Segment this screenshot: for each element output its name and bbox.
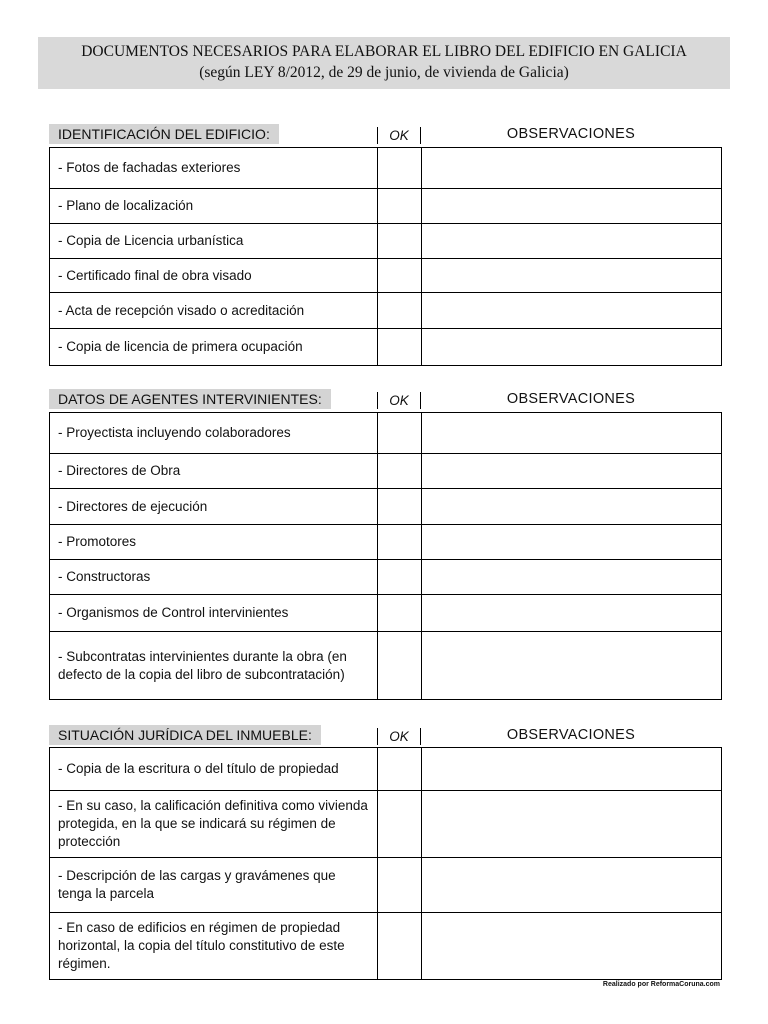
ok-checkbox-cell[interactable] [378,259,422,293]
table-row [50,413,722,454]
item-label: - En caso de edificios en régimen de propiedad horizontal, la copia del título constitutivo de este régimen. [50,913,378,980]
table-row [50,525,722,560]
observations-cell[interactable] [422,560,722,595]
item-label: - Copia de la escritura o del título de propiedad [50,748,378,791]
checklist-table [49,412,722,700]
observations-cell[interactable] [422,454,722,489]
ok-column-header: OK [377,127,421,144]
observations-cell[interactable] [422,791,722,858]
ok-checkbox-cell[interactable] [378,632,422,700]
section-header [49,389,721,409]
table-row [50,148,722,189]
section-header [49,124,721,144]
item-label: - Organismos de Control intervinientes [50,595,378,632]
ok-checkbox-cell[interactable] [378,329,422,366]
observations-column-header: OBSERVACIONES [506,391,636,407]
observations-cell[interactable] [422,489,722,525]
item-label: - Copia de Licencia urbanística [50,224,378,259]
item-label: - Certificado final de obra visado [50,259,378,293]
table-row [50,748,722,791]
ok-checkbox-cell[interactable] [378,189,422,224]
observations-cell[interactable] [422,858,722,913]
section-identificacion [49,124,721,366]
table-row [50,858,722,913]
ok-checkbox-cell[interactable] [378,293,422,329]
checklist-table [49,147,722,366]
table-row [50,791,722,858]
observations-column-header: OBSERVACIONES [506,727,636,743]
ok-checkbox-cell[interactable] [378,560,422,595]
item-label: - En su caso, la calificación definitiva como vivienda protegida, en la que se indicará su régimen de protección [50,791,378,858]
table-row [50,560,722,595]
table-row [50,454,722,489]
item-label: - Constructoras [50,560,378,595]
item-label: - Proyectista incluyendo colaboradores [50,413,378,454]
observations-cell[interactable] [422,189,722,224]
document-title-box [38,37,730,89]
observations-column-header: OBSERVACIONES [506,126,636,142]
item-label: - Directores de ejecución [50,489,378,525]
table-row [50,632,722,700]
observations-cell[interactable] [422,148,722,189]
document-subtitle: (según LEY 8/2012, de 29 de junio, de vivienda de Galicia) [199,64,569,81]
observations-cell[interactable] [422,748,722,791]
observations-cell[interactable] [422,525,722,560]
item-label: - Descripción de las cargas y gravámenes que tenga la parcela [50,858,378,913]
observations-cell[interactable] [422,293,722,329]
ok-checkbox-cell[interactable] [378,791,422,858]
table-row [50,913,722,980]
section-title: DATOS DE AGENTES INTERVINIENTES: [49,389,331,409]
item-label: - Acta de recepción visado o acreditación [50,293,378,329]
section-title: SITUACIÓN JURÍDICA DEL INMUEBLE: [49,725,321,745]
observations-cell[interactable] [422,413,722,454]
observations-cell[interactable] [422,224,722,259]
checklist-table [49,747,722,980]
ok-checkbox-cell[interactable] [378,595,422,632]
ok-checkbox-cell[interactable] [378,224,422,259]
observations-cell[interactable] [422,259,722,293]
ok-checkbox-cell[interactable] [378,489,422,525]
ok-checkbox-cell[interactable] [378,748,422,791]
table-row [50,224,722,259]
section-agentes [49,389,721,700]
table-row [50,329,722,366]
observations-cell[interactable] [422,632,722,700]
table-row [50,189,722,224]
document-title: DOCUMENTOS NECESARIOS PARA ELABORAR EL LIBRO DEL EDIFICIO EN GALICIA [81,43,687,60]
item-label: - Subcontratas intervinientes durante la obra (en defecto de la copia del libro de subcontratación) [50,632,378,700]
table-row [50,259,722,293]
table-row [50,293,722,329]
observations-cell[interactable] [422,913,722,980]
observations-cell[interactable] [422,595,722,632]
item-label: - Fotos de fachadas exteriores [50,148,378,189]
item-label: - Plano de localización [50,189,378,224]
item-label: - Directores de Obra [50,454,378,489]
observations-cell[interactable] [422,329,722,366]
ok-checkbox-cell[interactable] [378,454,422,489]
ok-checkbox-cell[interactable] [378,525,422,560]
section-situacion-juridica [49,725,721,980]
table-row [50,489,722,525]
section-title: IDENTIFICACIÓN DEL EDIFICIO: [49,124,279,144]
section-header [49,725,721,745]
ok-checkbox-cell[interactable] [378,148,422,189]
footer-credit: Realizado por ReformaCoruna.com [602,981,720,988]
item-label: - Promotores [50,525,378,560]
ok-checkbox-cell[interactable] [378,858,422,913]
item-label: - Copia de licencia de primera ocupación [50,329,378,366]
ok-column-header: OK [377,392,421,409]
table-row [50,595,722,632]
ok-column-header: OK [377,728,421,745]
ok-checkbox-cell[interactable] [378,413,422,454]
ok-checkbox-cell[interactable] [378,913,422,980]
